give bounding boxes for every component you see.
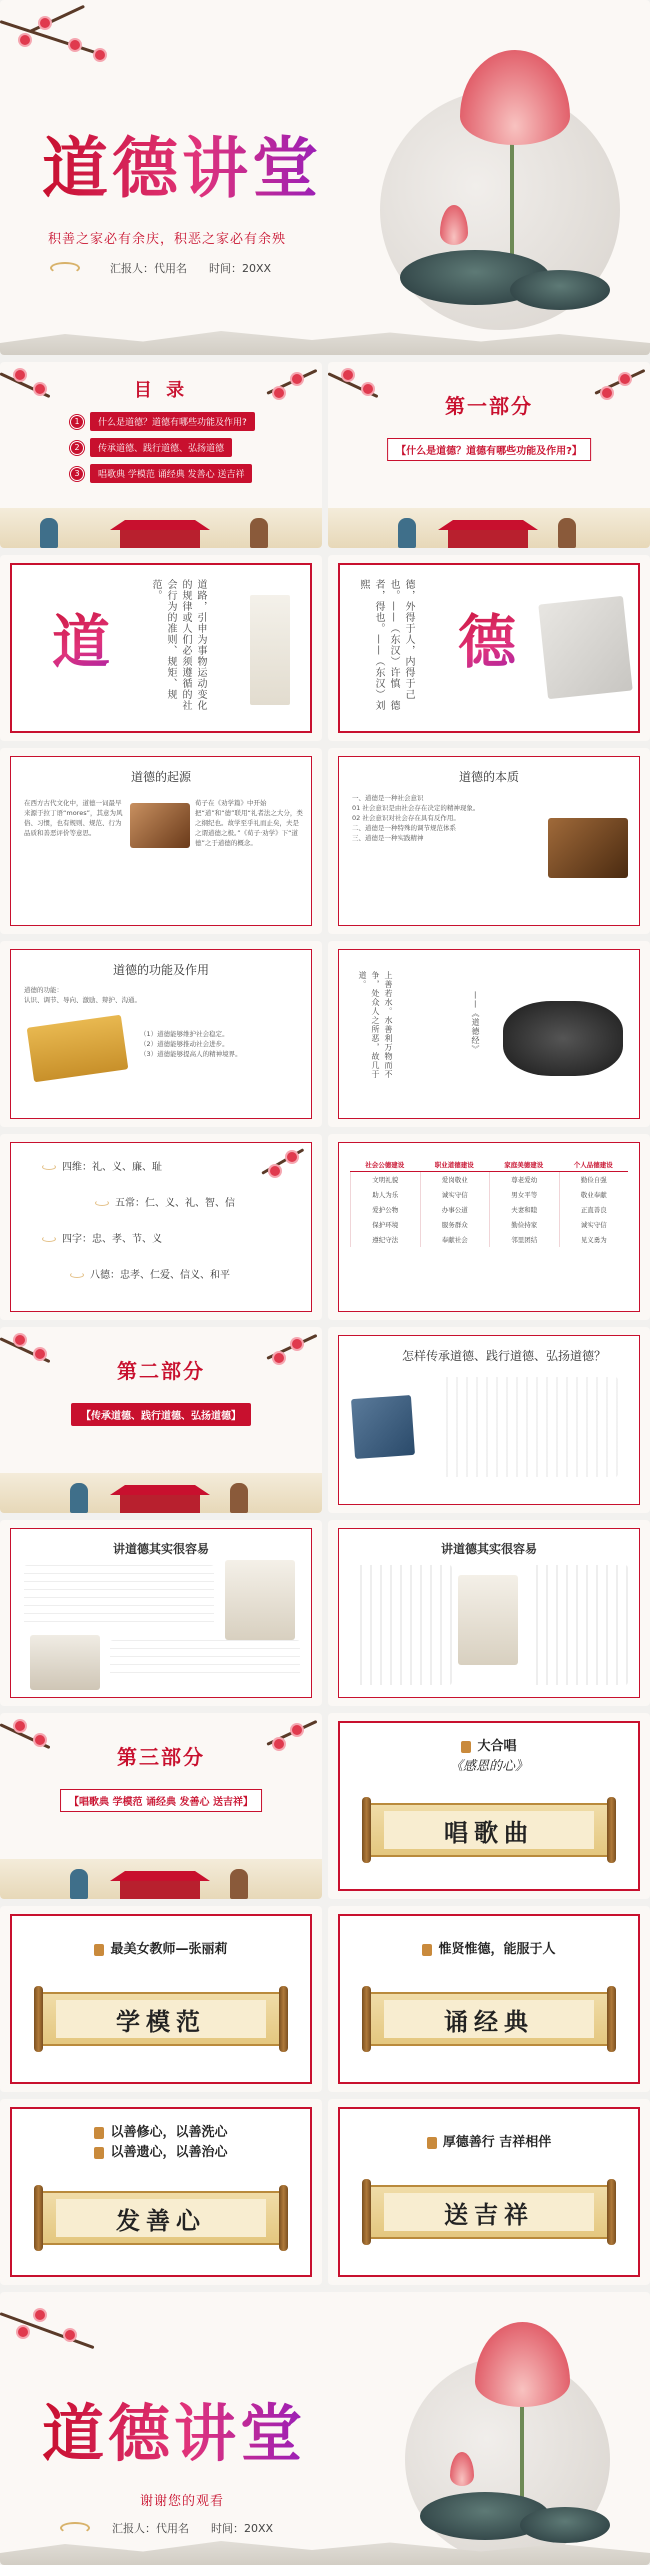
scroll-rod bbox=[607, 1797, 616, 1863]
table-cell: 男女平等 bbox=[489, 1187, 559, 1202]
seal-icon bbox=[94, 2147, 104, 2159]
part3-slide bbox=[0, 1713, 322, 1899]
table-cell: 夫妻和睦 bbox=[489, 1202, 559, 1217]
ending-title: 道德讲堂 bbox=[42, 2384, 306, 2473]
scroll-banner bbox=[368, 2185, 610, 2239]
function-points bbox=[140, 1029, 305, 1059]
swirl-icon bbox=[42, 1164, 56, 1170]
table-cell: 保护环境 bbox=[350, 1217, 420, 1232]
plum-branch-decoration bbox=[0, 0, 120, 80]
origin-title: 道德的起源 bbox=[130, 770, 191, 784]
cover-meta: 汇报人：代用名 时间：20XX bbox=[110, 262, 272, 275]
model-title-text: 最美女教师—张丽莉 bbox=[110, 1942, 228, 1957]
table-cell: 奉献社会 bbox=[420, 1232, 490, 1247]
part1-banner: 【什么是道德？道德有哪些功能及作用?】 bbox=[387, 438, 591, 461]
virtues-slide bbox=[0, 1134, 322, 1320]
function-point: （2）道德能够推动社会进步。 bbox=[140, 1040, 229, 1048]
nature-text bbox=[352, 793, 522, 843]
part3-title: 第三部分 bbox=[117, 1745, 205, 1769]
palace-illustration bbox=[0, 1473, 322, 1513]
scroll-text: 唱歌曲 bbox=[384, 1811, 594, 1849]
song-title bbox=[328, 1735, 650, 1754]
dao-character: 道 bbox=[52, 595, 110, 679]
table-cell: 遵纪守法 bbox=[350, 1232, 420, 1247]
bamboo-slips-image bbox=[548, 818, 628, 878]
kindness-slide bbox=[0, 2099, 322, 2285]
toc-item-label: 唱歌典 学模范 诵经典 发善心 送吉祥 bbox=[90, 464, 252, 483]
classic-title-text: 惟贤惟德，能服于人 bbox=[438, 1942, 556, 1957]
scroll-rod bbox=[362, 1986, 371, 2052]
story1-slide bbox=[0, 1520, 322, 1706]
table-cell: 勤俭自强 bbox=[559, 1172, 629, 1187]
vertical-text-column bbox=[438, 1377, 618, 1477]
table-cell: 办事公道 bbox=[420, 1202, 490, 1217]
story1-title: 讲道德其实很容易 bbox=[112, 1542, 209, 1556]
blessing-title-text: 厚德善行 吉祥相伴 bbox=[442, 2135, 552, 2150]
nature-line: 02 社会意识对社会存在具有反作用。 bbox=[352, 814, 460, 822]
practice-slide bbox=[328, 1327, 650, 1513]
toc-item-number: 1 bbox=[70, 415, 84, 429]
table-cell: 勤俭持家 bbox=[489, 1217, 559, 1232]
scroll-rod bbox=[362, 1797, 371, 1863]
seal-icon bbox=[94, 2127, 104, 2139]
palace-illustration bbox=[0, 1859, 322, 1899]
mountain-decoration bbox=[0, 325, 650, 355]
book-image bbox=[538, 596, 632, 699]
scroll-rod bbox=[607, 2179, 616, 2245]
virtue-row: 五常：仁、义、礼、智、信 bbox=[115, 1198, 235, 1209]
classic-title bbox=[328, 1938, 650, 1957]
ending-meta: 汇报人：代用名 时间：20XX bbox=[112, 2522, 274, 2535]
model-slide bbox=[0, 1906, 322, 2092]
seal-icon bbox=[427, 2137, 437, 2149]
cover-slide bbox=[0, 0, 650, 355]
table-cell: 爱护公物 bbox=[350, 1202, 420, 1217]
part2-title: 第二部分 bbox=[117, 1359, 205, 1383]
table-cell: 正直善良 bbox=[559, 1202, 629, 1217]
function-point: （1）道德能够维护社会稳定。 bbox=[140, 1030, 229, 1038]
cloud-icon bbox=[60, 2522, 90, 2534]
quote-text: 上善若水。水善利万物而不争，处众人之所恶，故几于道。 bbox=[358, 971, 393, 1079]
de-character: 德 bbox=[458, 595, 516, 679]
dao-slide bbox=[0, 555, 322, 741]
origin-right-text: 荀子在《劝学篇》中开始把“道”和“德”联用“礼者法之大分，类之纲纪也。故学至乎礼而止矣，夫是之谓道德之极。”《荀子·劝学》下“道德”之于道德的概念。 bbox=[195, 799, 303, 847]
practice-title: 怎样传承道德、践行道德、弘扬道德？ bbox=[401, 1349, 606, 1363]
book-image bbox=[351, 1395, 415, 1459]
function-label: 道德的功能： bbox=[24, 986, 63, 994]
seal-image bbox=[130, 803, 190, 848]
virtues-list bbox=[0, 1134, 322, 1320]
origin-slide bbox=[0, 748, 322, 934]
figure-painting bbox=[225, 1560, 295, 1640]
dao-text: 道路，引申为事物运动变化的规律或人们必须遵循的社会行为的准则、规矩、规范。 bbox=[150, 579, 206, 711]
scroll-banner bbox=[368, 1803, 610, 1857]
scroll-rod bbox=[34, 2185, 43, 2251]
scroll-rod bbox=[279, 1986, 288, 2052]
classic-slide bbox=[328, 1906, 650, 2092]
paragraph-lines bbox=[110, 1640, 300, 1680]
blessing-title bbox=[328, 2131, 650, 2150]
function-title: 道德的功能及作用 bbox=[112, 963, 209, 977]
kindness-title-1-text: 以善修心，以善洗心 bbox=[110, 2125, 228, 2140]
scroll-text: 送吉祥 bbox=[384, 2193, 594, 2231]
scroll-text: 发善心 bbox=[56, 2199, 266, 2237]
scroll-rod bbox=[607, 1986, 616, 2052]
vertical-text-column bbox=[528, 1565, 628, 1685]
toc-item-number: 2 bbox=[70, 441, 84, 455]
cover-title: 道德讲堂 bbox=[42, 115, 322, 210]
kindness-title-2 bbox=[0, 2141, 322, 2160]
blessing-slide bbox=[328, 2099, 650, 2285]
swirl-icon bbox=[70, 1272, 84, 1278]
scroll-rod bbox=[279, 2185, 288, 2251]
origin-left-text: 在西方古代文化中，道德一词最早来源于拉丁语“mores”，其意为风俗、习惯，也有规则、规范、行为品质和善恶评价等意思。 bbox=[24, 799, 123, 837]
nature-slide bbox=[328, 748, 650, 934]
scroll-rod bbox=[362, 2179, 371, 2245]
scroll-rod bbox=[34, 1986, 43, 2052]
de-text: 德，外得于人，内得于己也。——（东汉）许慎 德者，得也。——（东汉）刘熙 bbox=[358, 579, 414, 711]
function-slide bbox=[0, 941, 322, 1127]
table-header: 个人品德建设 bbox=[559, 1158, 629, 1172]
nature-line: 一、道德是一种社会意识 bbox=[352, 794, 424, 802]
ethics-table bbox=[350, 1158, 628, 1247]
story2-title: 讲道德其实很容易 bbox=[440, 1542, 537, 1556]
toc-item-1[interactable] bbox=[70, 412, 255, 431]
part3-banner: 【唱歌典 学模范 诵经典 发善心 送吉祥】 bbox=[60, 1789, 262, 1812]
figure-painting bbox=[458, 1575, 518, 1665]
model-title bbox=[0, 1938, 322, 1957]
seal-icon bbox=[422, 1944, 432, 1956]
toc-item-label: 传承道德、践行道德、弘扬道德 bbox=[90, 438, 232, 457]
table-header: 社会公德建设 bbox=[350, 1158, 420, 1172]
nature-title: 道德的本质 bbox=[458, 770, 519, 784]
table-header: 家庭美德建设 bbox=[489, 1158, 559, 1172]
figure-painting bbox=[30, 1635, 100, 1690]
toc-slide bbox=[0, 362, 322, 548]
palace-illustration bbox=[0, 508, 322, 548]
kindness-title-2-text: 以善遗心，以善治心 bbox=[110, 2145, 228, 2160]
swirl-icon bbox=[95, 1200, 109, 1206]
kindness-title-1 bbox=[0, 2121, 322, 2140]
toc-title: 目 录 bbox=[133, 380, 189, 401]
nature-line: 01 社会意识是由社会存在决定的精神现象。 bbox=[352, 804, 480, 812]
toc-item-label: 什么是道德？道德有哪些功能及作用? bbox=[90, 412, 255, 431]
song-subtitle: 《感恩的心》 bbox=[449, 1759, 528, 1774]
seal-icon bbox=[461, 1741, 471, 1753]
inkstone-image bbox=[503, 1001, 623, 1076]
toc-item-number: 3 bbox=[70, 467, 84, 481]
table-cell: 助人为乐 bbox=[350, 1187, 420, 1202]
quote-source: ——《道德经》 bbox=[471, 991, 480, 1054]
virtue-row: 四维：礼、义、廉、耻 bbox=[62, 1162, 162, 1173]
table-cell: 邻里团结 bbox=[489, 1232, 559, 1247]
function-items: 认识、调节、导向、激励、辩护、沟通。 bbox=[24, 996, 141, 1004]
palace-illustration bbox=[328, 508, 650, 548]
scroll-banner bbox=[40, 2191, 282, 2245]
scroll-text: 学模范 bbox=[56, 2000, 266, 2038]
part2-banner: 【传承道德、践行道德、弘扬道德】 bbox=[71, 1403, 251, 1426]
ending-slide bbox=[0, 2292, 650, 2565]
scroll-text: 诵经典 bbox=[384, 2000, 594, 2038]
lotus-illustration bbox=[360, 20, 640, 320]
cover-subtitle: 积善之家必有余庆，积恶之家必有余殃 bbox=[48, 232, 287, 247]
scroll-banner bbox=[368, 1992, 610, 2046]
plum-branch-decoration bbox=[0, 2292, 110, 2372]
table-cell: 诚实守信 bbox=[559, 1217, 629, 1232]
table-cell: 文明礼貌 bbox=[350, 1172, 420, 1187]
nature-line: 三、道德是一种实践精神 bbox=[352, 834, 424, 842]
song-title-text: 大合唱 bbox=[477, 1739, 517, 1754]
toc-item-2[interactable] bbox=[70, 438, 232, 457]
lotus-illustration bbox=[380, 2302, 640, 2557]
vertical-text-column bbox=[352, 1565, 452, 1685]
part2-slide bbox=[0, 1327, 322, 1513]
swirl-icon bbox=[42, 1236, 56, 1242]
seal-icon bbox=[94, 1944, 104, 1956]
de-slide bbox=[328, 555, 650, 741]
part1-slide bbox=[328, 362, 650, 548]
table-cell: 见义勇为 bbox=[559, 1232, 629, 1247]
toc-item-3[interactable] bbox=[70, 464, 252, 483]
quote-slide bbox=[328, 941, 650, 1127]
paragraph-lines bbox=[24, 1565, 214, 1625]
virtue-row: 四字：忠、孝、节、义 bbox=[62, 1234, 162, 1245]
virtue-row: 八德：忠孝、仁爱、信义、和平 bbox=[90, 1270, 230, 1281]
scroll-banner bbox=[40, 1992, 282, 2046]
song-slide bbox=[328, 1713, 650, 1899]
cloud-icon bbox=[50, 262, 80, 274]
table-cell: 尊老爱幼 bbox=[489, 1172, 559, 1187]
table-cell: 诚实守信 bbox=[420, 1187, 490, 1202]
nature-line: 二、道德是一种特殊的调节规范体系 bbox=[352, 824, 456, 832]
bamboo-painting bbox=[250, 595, 290, 705]
ending-subtitle: 谢谢您的观看 bbox=[140, 2494, 225, 2509]
table-cell: 敬业奉献 bbox=[559, 1187, 629, 1202]
function-point: （3）道德能够提高人的精神境界。 bbox=[140, 1050, 242, 1058]
part1-title: 第一部分 bbox=[445, 394, 533, 418]
ethics-table-slide bbox=[328, 1134, 650, 1320]
table-header: 职业道德建设 bbox=[420, 1158, 490, 1172]
table-cell: 爱岗敬业 bbox=[420, 1172, 490, 1187]
story2-slide bbox=[328, 1520, 650, 1706]
table-cell: 服务群众 bbox=[420, 1217, 490, 1232]
